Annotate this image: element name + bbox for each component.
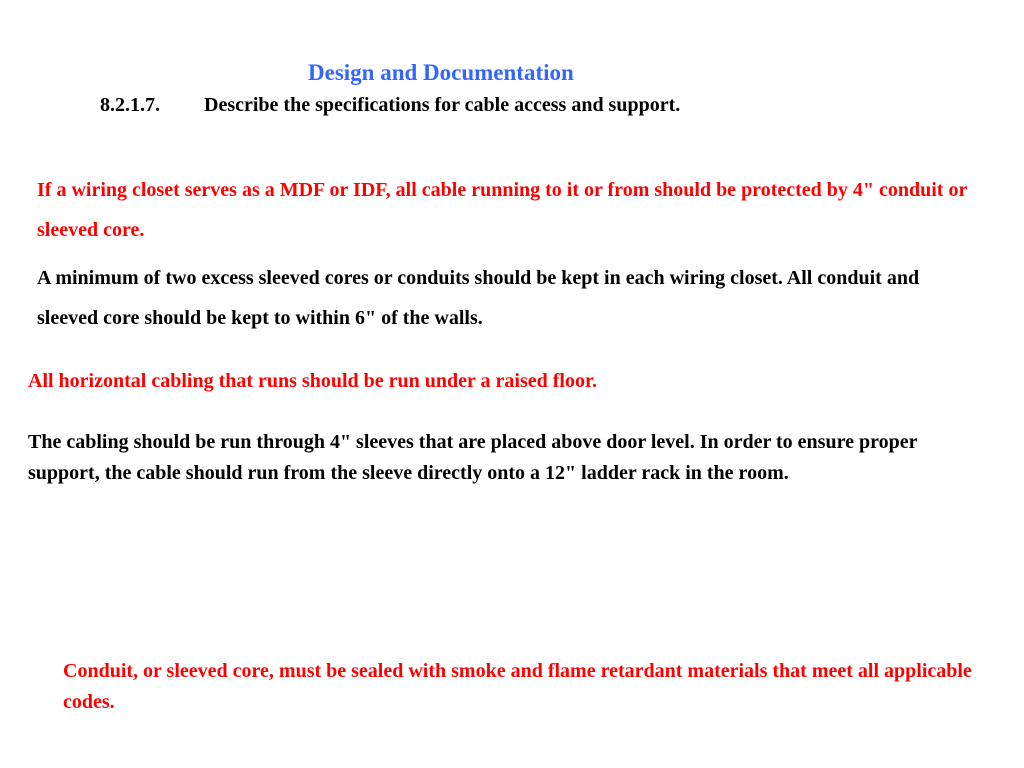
paragraph-fire-sealing: Conduit, or sleeved core, must be sealed with smoke and flame retardant materials that meet all applicable codes.: [63, 660, 972, 713]
section-heading-text: Describe the specifications for cable access and support.: [204, 94, 681, 116]
paragraph-conduit-protection: If a wiring closet serves as a MDF or IDF, all cable running to it or from should be protected by 4" conduit or sleeved core.: [37, 179, 967, 241]
slide-title: Design and Documentation: [308, 60, 574, 85]
paragraph-ladder-rack: The cabling should be run through 4" sleeves that are placed above door level. In order to ensure proper support, the cable should run from the sleeve directly onto a 12" ladder rack in the room.: [28, 431, 918, 484]
paragraph-excess-sleeves: A minimum of two excess sleeved cores or conduits should be kept in each wiring closet. All conduit and sleeved core should be kept to within 6" of the walls.: [37, 267, 920, 329]
paragraph-raised-floor: All horizontal cabling that runs should be run under a raised floor.: [28, 370, 597, 392]
section-number: 8.2.1.7.: [100, 94, 160, 116]
section-heading: [100, 94, 680, 117]
